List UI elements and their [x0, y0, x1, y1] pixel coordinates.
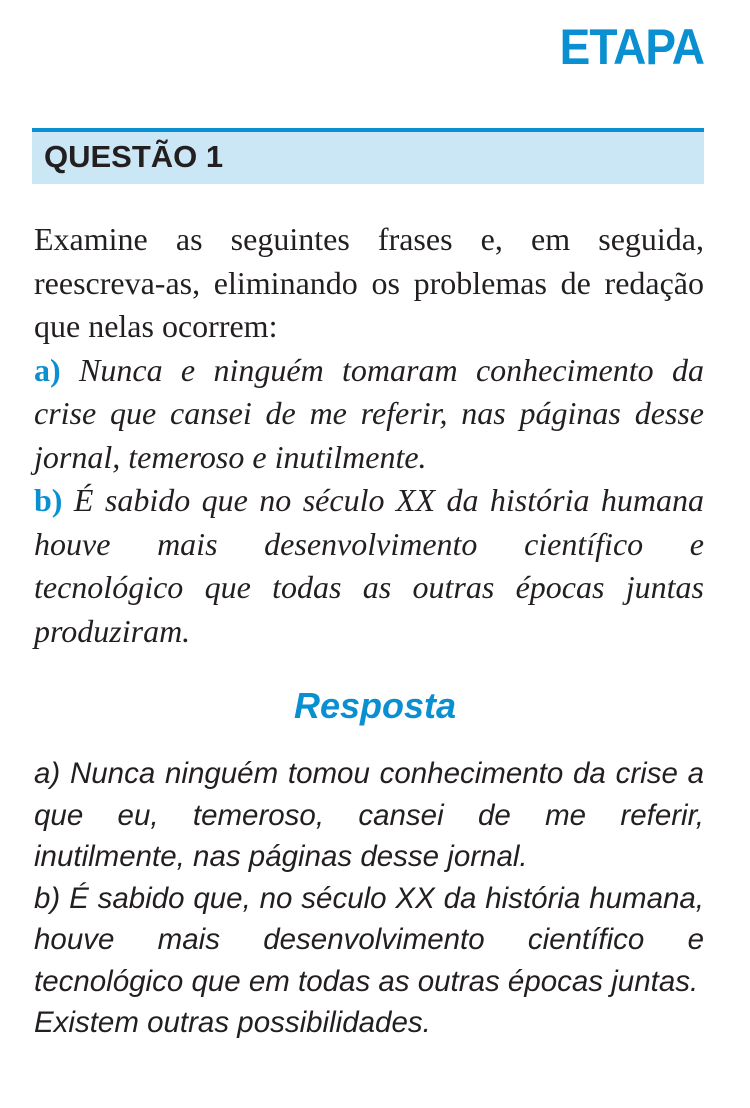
question-header [32, 128, 704, 184]
item-text-b: É sabido que no século XX da história humana houve mais desenvolvimento científico e tecnológico que todas as outras épocas juntas produziram. [34, 482, 705, 649]
etapa-logo: ETAPA [559, 19, 704, 75]
question-item-a [34, 349, 704, 480]
question-intro: Examine as seguintes frases e, em seguida, reescreva-as, eliminando os problemas de redação que nelas ocorrem: [34, 221, 704, 344]
item-letter-a: a) [34, 351, 61, 388]
item-text-a: Nunca e ninguém tomaram conhecimento da crise que cansei de me referir, nas páginas desse jornal, temeroso e inutilmente. [34, 351, 705, 475]
question-item-b [34, 479, 704, 653]
question-statement [34, 218, 704, 653]
question-title: QUESTÃO 1 [44, 139, 224, 174]
item-letter-b: b) [34, 482, 63, 518]
answer-item-b: b) É sabido que, no século XX da história humana, houve mais desenvolvimento científico e tecnológico que em todas as outras épocas juntas. [34, 881, 704, 998]
answer-item-a: a) Nunca ninguém tomou conhecimento da crise a que eu, temeroso, cansei de me referir, inutilmente, nas páginas desse jornal. [34, 757, 704, 873]
answer-note: Existem outras possibilidades. [34, 1006, 431, 1039]
answer-body [34, 753, 704, 1044]
answer-title: Resposta [293, 685, 457, 726]
